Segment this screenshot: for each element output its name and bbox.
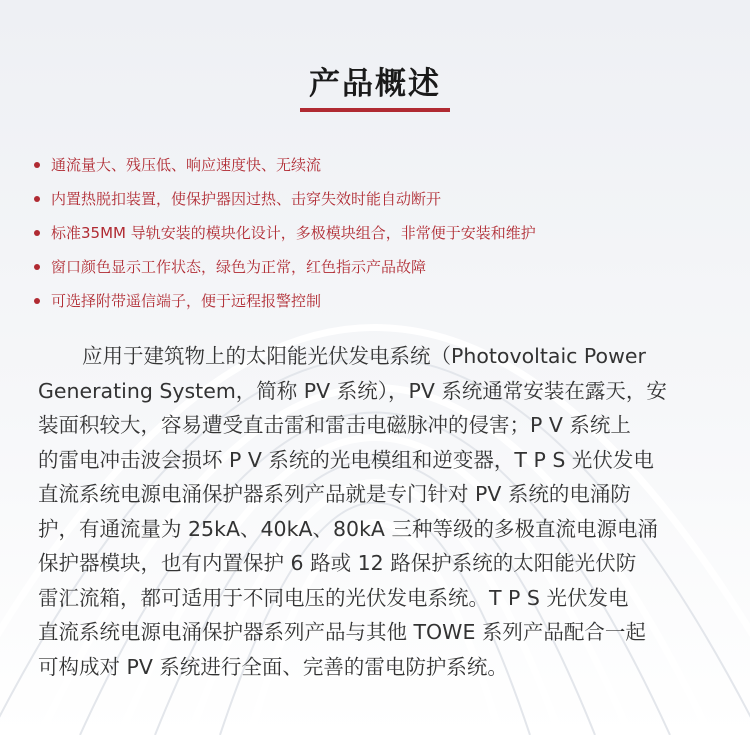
paragraph-line: 装面积较大，容易遭受直击雷和雷击电磁脉冲的侵害；P V 系统上 — [38, 413, 631, 437]
feature-text: 内置热脱扣装置，使保护器因过热、击穿失效时能自动断开 — [51, 190, 442, 208]
feature-list — [34, 151, 536, 321]
paragraph-line: 保护器模块，也有内置保护 6 路或 12 路保护系统的太阳能光伏防 — [38, 551, 637, 575]
feature-item — [34, 219, 536, 253]
bullet-dot-icon — [34, 196, 40, 202]
paragraph-line: 应用于建筑物上的太阳能光伏发电系统（Photovoltaic Power — [82, 344, 646, 368]
paragraph-line: 护，有通流量为 25kA、40kA、80kA 三种等级的多极直流电源电涌 — [38, 516, 658, 541]
section-title: 产品概述 — [309, 66, 441, 102]
bullet-dot-icon — [34, 230, 40, 236]
bullet-dot-icon — [34, 298, 40, 304]
feature-item — [34, 185, 536, 219]
feature-item — [34, 253, 536, 287]
paragraph-line: 可构成对 PV 系统进行全面、完善的雷电防护系统。 — [38, 654, 508, 679]
feature-text: 通流量大、残压低、响应速度快、无续流 — [51, 156, 322, 174]
feature-item — [34, 287, 536, 321]
paragraph-line: 直流系统电源电涌保护器系列产品就是专门针对 PV 系统的电涌防 — [38, 482, 631, 506]
paragraph-line: Generating System，简称 PV 系统），PV 系统通常安装在露天，安 — [38, 378, 667, 403]
feature-item — [34, 151, 536, 185]
bullet-dot-icon — [34, 162, 40, 168]
feature-text: 可选择附带遥信端子，便于远程报警控制 — [51, 292, 322, 310]
paragraph-line: 的雷电冲击波会损坏 P V 系统的光电模组和逆变器，T P S 光伏发电 — [38, 447, 654, 472]
bullet-dot-icon — [34, 264, 40, 270]
title-underline — [300, 108, 450, 112]
description-paragraph — [38, 339, 704, 684]
feature-text: 窗口颜色显示工作状态，绿色为正常，红色指示产品故障 — [51, 258, 427, 276]
paragraph-line: 直流系统电源电涌保护器系列产品与其他 TOWE 系列产品配合一起 — [38, 620, 646, 644]
feature-text: 标准35MM 导轨安装的模块化设计，多极模块组合，非常便于安装和维护 — [51, 224, 536, 242]
paragraph-line: 雷汇流箱，都可适用于不同电压的光伏发电系统。T P S 光伏发电 — [38, 585, 629, 610]
